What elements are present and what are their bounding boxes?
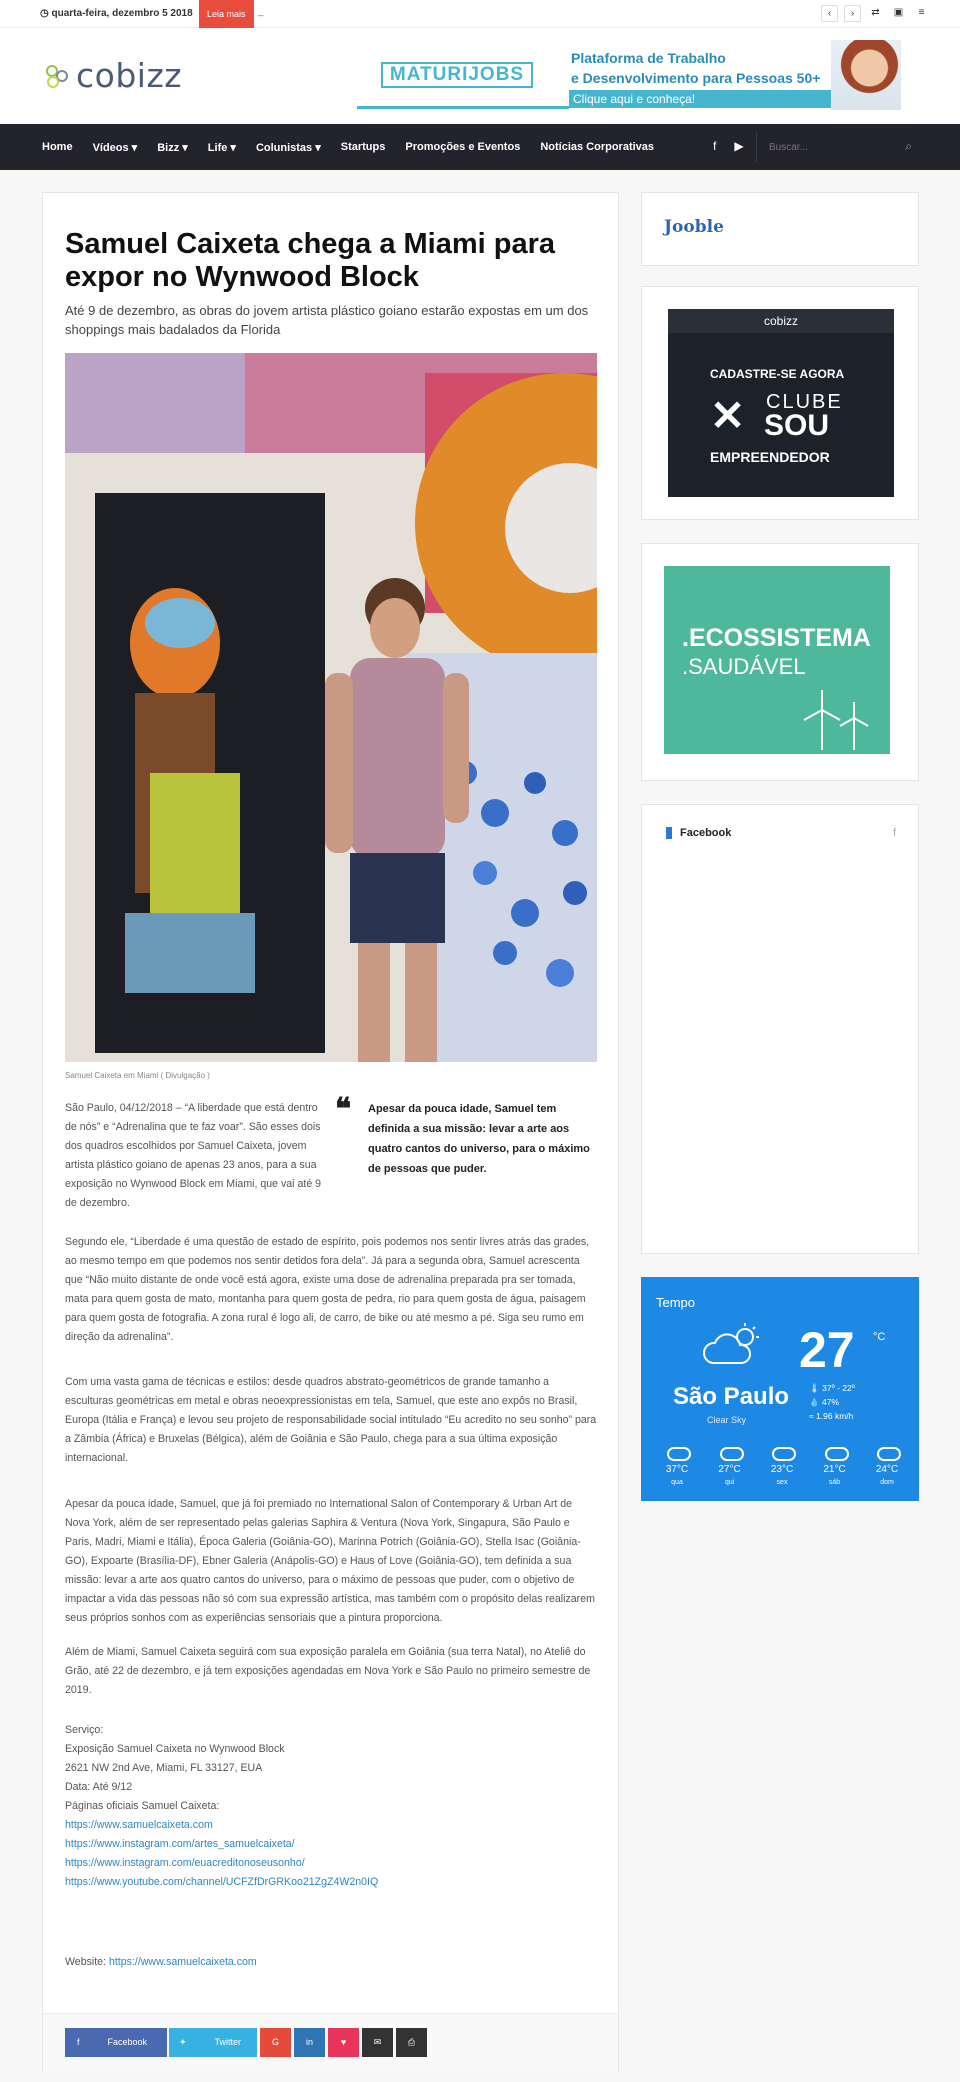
article-paragraph-5: Além de Miami, Samuel Caixeta seguirá com sua exposição paralela em Goiânia (sua terra Natal), no Ateliê do Grão, até 22 de dezembro, e já tem exposições agendadas em Nova York e São Paulo no primeiro semestre de 2019. [65,1646,591,1696]
forecast-temp: 37°C [665,1464,689,1475]
search-icon[interactable]: ⌕ [905,139,912,153]
random-icon[interactable]: ⇄ [871,7,880,18]
clube-ad-widget [641,286,919,520]
website-link[interactable]: https://www.samuelcaixeta.com [108,1956,257,1968]
weather-widget [641,1277,919,1501]
share-email-button[interactable] [362,2028,393,2057]
pocket-icon: ♥ [340,2037,347,2047]
weather-condition: Clear Sky [707,1415,747,1425]
banner-cta: Clique aqui e conheça! [569,90,831,108]
share-facebook-button[interactable] [65,2028,167,2057]
clube-sou: SOU [764,409,830,442]
nav-videos[interactable]: Vídeos ▾ [92,141,138,154]
nav-colunistas[interactable]: Colunistas ▾ [255,141,321,154]
facebook-icon: f [77,2037,80,2047]
article-paragraph-3: Com uma vasta gama de técnicas e estilos: desde quadros abstrato-geométricos de grande tamanho a esculturas geométricas em metal e obras neoexpressionistas em tela, Samuel, que este ano expôs no Brasil, Europa (Itália e França) e levou seu projeto de responsabilidade social intitulado “Eu acredito no seu sonho” para a Zâmbia (África) e Bruxelas (Bélgica), além de Goiânia e São Paulo, chega para a sua última exposição internacional. [65,1376,597,1464]
humidity-row [809,1395,855,1409]
service-line: 2621 NW 2nd Ave, Miami, FL 33127, EUA [65,1762,263,1774]
rain-cloud-icon [667,1447,691,1461]
nav-social [713,139,744,153]
clube-empreendedor: EMPREENDEDOR [710,449,830,465]
service-line: Data: Até 9/12 [65,1781,133,1793]
official-links [65,1816,597,1892]
clube-cadastre: CADASTRE-SE AGORA [710,367,845,381]
link-instagram-artes[interactable]: https://www.instagram.com/artes_samuelcaixeta/ [65,1838,295,1850]
eco-line1: .ECOSSISTEMA [682,624,871,652]
link-website[interactable]: https://www.samuelcaixeta.com [65,1819,213,1831]
nav-bizz[interactable]: Bizz ▾ [157,141,188,154]
date-text: ◷ quarta-feira, dezembro 5 2018 [40,8,193,19]
banner-underline [357,106,569,109]
chevron-right-icon[interactable]: › [844,5,861,22]
ecossistema-ad[interactable] [664,566,890,754]
search-input[interactable] [769,138,889,156]
jooble-logo[interactable]: Jooble [664,217,724,237]
rain-cloud-icon [772,1447,796,1461]
forecast-temp: 27°C [718,1464,741,1475]
share-linkedin-button[interactable] [294,2028,325,2057]
rain-cloud-icon [877,1447,901,1461]
logo-text: cobizz [76,56,183,95]
logo-mark-icon [44,63,70,89]
forecast-name: dom [880,1479,894,1486]
forecast-day [657,1443,697,1493]
facebook-icon[interactable]: f [892,827,896,839]
wind-speed: 1.96 km/h [816,1411,854,1421]
service-line: Serviço: [65,1724,104,1736]
nav-life[interactable]: Life ▾ [207,141,236,154]
rain-cloud-icon [720,1447,744,1461]
article-photo [65,353,597,1062]
wind-turbine-icon [798,688,878,750]
share-google-button[interactable] [260,2028,291,2057]
article-paragraph-4: Apesar da pouca idade, Samuel, que já foi premiado no International Salon of Contemporary & Urban Art de Nova York, além de ser representado pelas galerias Saphira & Ventura (Nova York, Singapura, São Paulo e Paris, Madri, Miami e Itália), Época Galeria (Goiânia-GO), Marinna Potrich (Goiânia-GO), Stella Isac (Goiânia-GO), Expoarte (Brasília-DF), Ebner Galeria (Anápolis-GO) e Haus of Love (Goiânia-GO), tem definida a sua missão: levar a arte aos quatro cantos do universo, para o máximo de pessoas que puder, com o objetivo de impactar a vida das pessoas não só com sua expressão artística, mas também com o propósito delas realizarem seus próprios sonhos com as experiências sensoriais que a pintura proporciona. [65,1498,595,1624]
photo-illustration [65,353,597,1062]
photo-caption: Samuel Caixeta em Miami ( Divulgação ) [65,1071,210,1080]
forecast-name: qui [724,1479,735,1486]
partly-cloudy-icon [701,1323,763,1367]
service-info [65,1721,597,1892]
leia-mais-badge[interactable]: Leia mais [199,0,254,28]
top-bar-icons [821,5,930,22]
weather-temp: 27 [799,1322,855,1378]
forecast-day [867,1443,907,1493]
quote-text: Apesar da pouca idade, Samuel tem definida a sua missão: levar a arte aos quatro cantos do universo, para o máximo de pessoas que puder. [368,1103,590,1175]
date-value: quarta-feira, dezembro 5 2018 [51,8,193,19]
clube-sou-empreendedor-ad[interactable] [668,309,894,497]
banner-line2: e Desenvolvimento para Pessoas 50+ [571,70,821,86]
clube-mark-icon: ✕ [710,392,746,439]
linkedin-icon: in [305,2037,313,2047]
search-box [756,132,920,162]
forecast-temp: 21°C [823,1464,846,1475]
chevron-left-icon[interactable]: ‹ [821,5,838,22]
service-line: Exposição Samuel Caixeta no Wynwood Block [65,1743,285,1755]
article-paragraph-2: Segundo ele, “Liberdade é uma questão de estado de espírito, pois podemos nos sentir livres atrás das grades, ao mesmo tempo em que podemos nos sentir detidos fora dela”. Já para a segunda obra, Samuel acrescenta que “Não muito distante de onde você está agora, existe uma dose de adrenalina preparada pra ser tomada, mata para quem gosta de mato, montanha para quem gosta de pedra, rio para quem gosta de água, paisagem para quem gosta de fotografia. A zona rural é logo ali, de carro, de bike ou até mesmo a pé. Siga seu rumo em direção da adrenalina”. [65,1236,590,1343]
share-facebook-label: Facebook [107,2037,148,2047]
twitter-icon: ✦ [179,2037,187,2047]
weather-title: Tempo [656,1295,696,1310]
weather-unit: °C [873,1331,886,1343]
clube-header: cobizz [668,309,894,333]
thermometer-icon: 🌡 [809,1383,820,1393]
lock-icon[interactable]: ▣ [893,7,904,18]
clube-label: CLUBE [766,391,843,413]
forecast-days [657,1443,907,1493]
article-card [42,192,619,2072]
article-title: Samuel Caixeta chega a Miami para expor no Wynwood Block [65,228,555,293]
eco-line2: .SAUDÁVEL [682,654,806,679]
forecast-temp: 24°C [875,1464,899,1475]
facebook-widget-title: Facebook [666,827,731,839]
wind-icon: ≈ [809,1411,814,1421]
site-logo[interactable] [44,56,182,95]
forecast-day [762,1443,802,1493]
weather-details [809,1381,855,1423]
main-nav [0,124,960,170]
banner-brand: MATURIJOBS [381,62,533,88]
forecast-day [710,1443,750,1493]
google-plus-icon: G [271,2037,279,2047]
quote-icon: ❝ [335,1092,352,1127]
facebook-icon[interactable]: f [713,139,717,153]
share-bar [43,2013,618,2072]
print-icon: ⎙ [407,2037,416,2047]
news-ticker[interactable]: _ [258,6,264,17]
nav-promocoes[interactable]: Promoções e Eventos [405,141,521,153]
email-icon: ✉ [373,2037,382,2047]
link-youtube[interactable]: https://www.youtube.com/channel/UCFZfDrGRKoo21ZgZ4W2n0IQ [65,1876,379,1888]
eco-ad-widget [641,543,919,781]
top-bar [0,0,960,28]
site-header [0,28,960,124]
humidity: 47% [821,1397,839,1407]
pull-quote [335,1092,597,1179]
website-line [65,1953,597,1972]
menu-icon[interactable]: ≡ [918,7,925,18]
forecast-temp: 23°C [770,1464,794,1475]
nav-home[interactable]: Home [42,141,73,153]
jooble-widget [641,192,919,266]
forecast-name: sex [776,1479,788,1486]
temp-range-row [809,1381,855,1395]
forecast-day [815,1443,855,1493]
forecast-name: sáb [828,1479,841,1486]
maturijobs-banner[interactable] [357,40,905,110]
weather-city: São Paulo [673,1383,790,1410]
share-twitter-label: Twitter [214,2037,242,2047]
banner-photo [831,40,901,110]
share-twitter-button[interactable] [169,2028,257,2057]
article-subtitle: Até 9 de dezembro, as obras do jovem artista plástico goiano estarão expostas em um dos shoppings mais badalados da Florida [65,303,589,337]
website-label: Website: [65,1956,109,1968]
rain-cloud-icon [825,1447,849,1461]
banner-line1: Plataforma de Trabalho [571,50,726,66]
share-pocket-button[interactable] [328,2028,359,2057]
share-print-button[interactable] [396,2028,427,2057]
forecast-name: qua [671,1479,683,1486]
article-paragraph-1: São Paulo, 04/12/2018 – “A liberdade que está dentro de nós” e “Adrenalina que te faz voar”. São esses dois dos quadros escolhidos por Samuel Caixeta, jovem artista plástico goiano de apenas 23 anos, para a sua exposição no Wynwood Block em Miami, que vai até 9 de dezembro. [65,1102,322,1209]
nav-startups[interactable]: Startups [340,141,386,153]
humidity-icon: 💧 [809,1397,820,1407]
facebook-widget [641,804,919,1254]
link-instagram-sonho[interactable]: https://www.instagram.com/euacreditonoseusonho/ [65,1857,305,1869]
service-line: Páginas oficiais Samuel Caixeta: [65,1800,220,1812]
youtube-icon[interactable]: ▶ [734,139,744,153]
nav-noticias[interactable]: Notícias Corporativas [540,141,655,153]
nav-items [42,124,674,170]
wind-row [809,1409,855,1423]
temp-range: 37º - 22º [822,1383,855,1393]
